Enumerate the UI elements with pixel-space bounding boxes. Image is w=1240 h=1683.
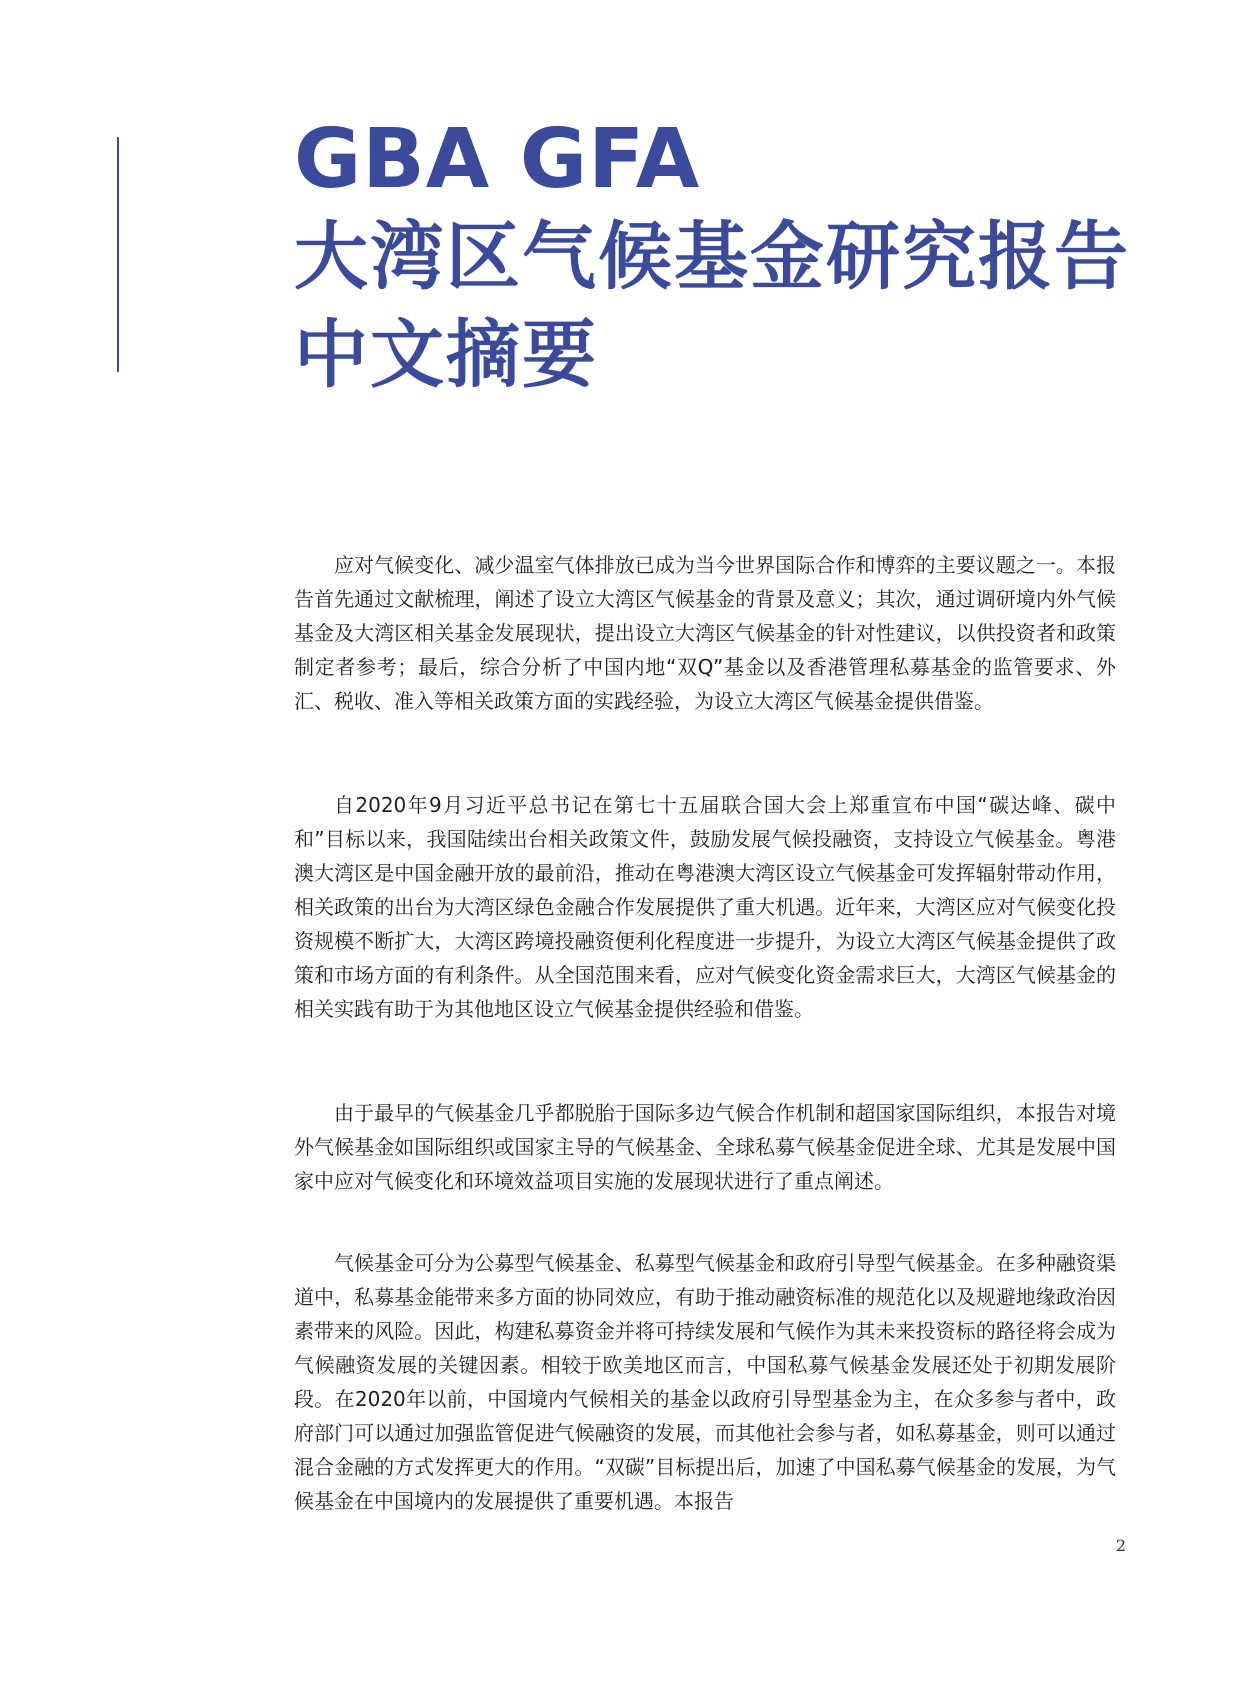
- paragraph-2: 自2020年9月习近平总书记在第七十五届联合国大会上郑重宣布中国“碳达峰、碳中和”目标以来，我国陆续出台相关政策文件，鼓励发展气候投融资，支持设立气候基金。粤港澳大湾区是中国金融开放的最前沿，推动在粤港澳大湾区设立气候基金可发挥辐射带动作用，相关政策的出台为大湾区绿色金融合作发展提供了重大机遇。近年来，大湾区应对气候变化投资规模不断扩大，大湾区跨境投融资便利化程度进一步提升，为设立大湾区气候基金提供了政策和市场方面的有利条件。从全国范围来看，应对气候变化资金需求巨大，大湾区气候基金的相关实践有助于为其他地区设立气候基金提供经验和借鉴。: [294, 793, 1116, 1021]
- decorative-vertical-rule: [117, 137, 119, 372]
- page-title: [294, 112, 1174, 404]
- page-number: 2: [1115, 1536, 1126, 1555]
- paragraph-4: 气候基金可分为公募型气候基金、私募型气候基金和政府引导型气候基金。在多种融资渠道中，私募基金能带来多方面的协同效应，有助于推动融资标准的规范化以及规避地缘政治因素带来的风险。因此，构建私募资金并将可持续发展和气候作为其未来投资标的路径将会成为气候融资发展的关键因素。相较于欧美地区而言，中国私募气候基金发展还处于初期发展阶段。在2020年以前，中国境内气候相关的基金以政府引导型基金为主，在众多参与者中，政府部门可以通过加强监管促进气候融资的发展，而其他社会参与者，如私募基金，则可以通过混合金融的方式发挥更大的作用。“双碳”目标提出后，加速了中国私募气候基金的发展，为气候基金在中国境内的发展提供了重要机遇。本报告: [294, 1251, 1116, 1513]
- title-english: GBA GFA: [294, 112, 701, 207]
- paragraph-3: 由于最早的气候基金几乎都脱胎于国际多边气候合作机制和超国家国际组织，本报告对境外气候基金如国际组织或国家主导的气候基金、全球私募气候基金促进全球、尤其是发展中国家中应对气候变化和环境效益项目实施的发展现状进行了重点阐述。: [294, 1101, 1116, 1193]
- title-subtitle: 中文摘要: [294, 312, 598, 398]
- title-chinese: 大湾区气候基金研究报告: [294, 214, 1130, 300]
- paragraph-1: 应对气候变化、减少温室气体排放已成为当今世界国际合作和博弈的主要议题之一。本报告首先通过文献梳理，阐述了设立大湾区气候基金的背景及意义；其次，通过调研境内外气候基金及大湾区相关基金发展现状，提出设立大湾区气候基金的针对性建议，以供投资者和政策制定者参考；最后，综合分析了中国内地“双Q”基金以及香港管理私募基金的监管要求、外汇、税收、准入等相关政策方面的实践经验，为设立大湾区气候基金提供借鉴。: [294, 553, 1116, 713]
- abstract-body: [294, 548, 1116, 1584]
